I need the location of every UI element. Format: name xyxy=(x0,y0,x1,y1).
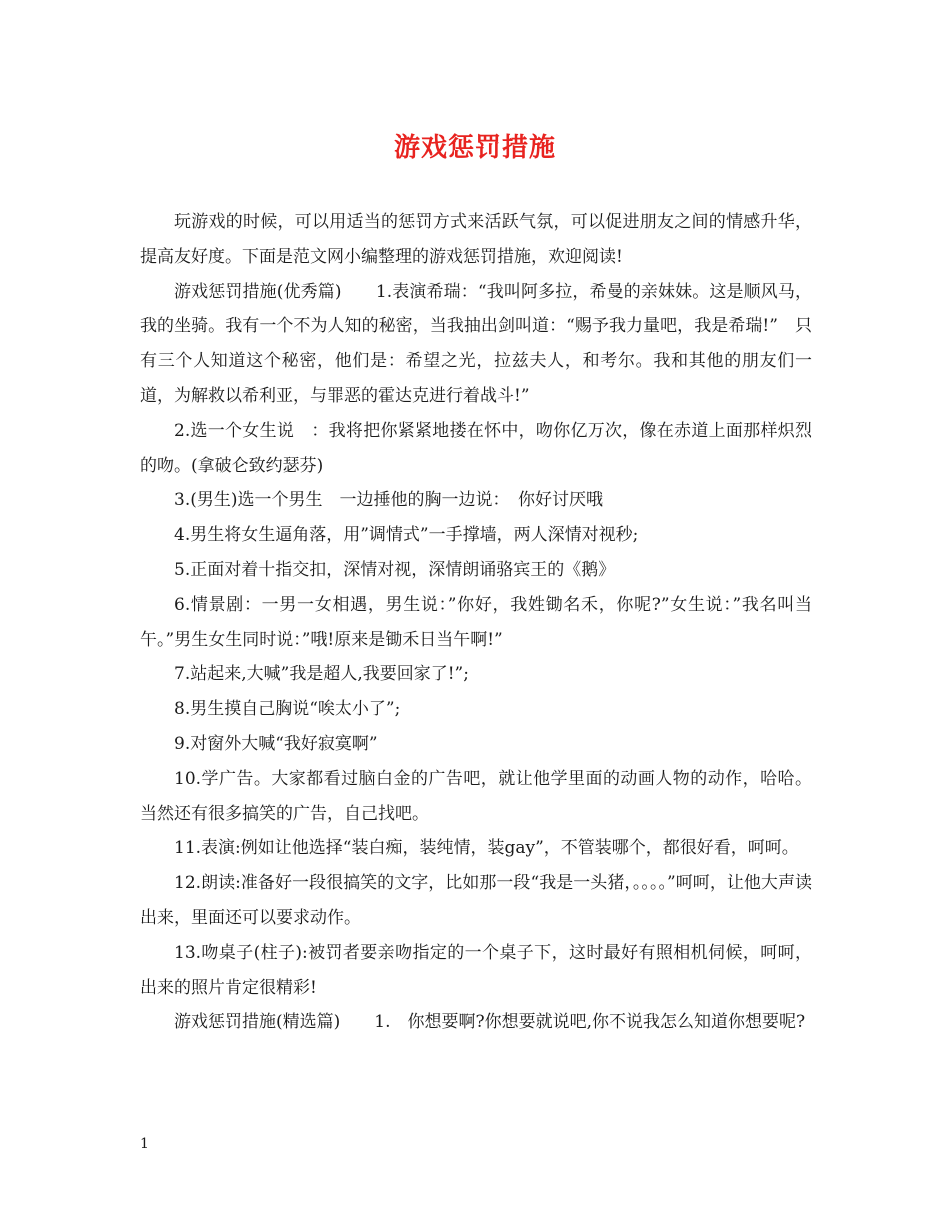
paragraph-item-2: 2.选一个女生说 ：我将把你紧紧地搂在怀中，吻你亿万次，像在赤道上面那样炽烈的吻。(拿破仑致约瑟芬) xyxy=(140,420,812,476)
paragraph-item-11: 11.表演:例如让他选择“装白痴，装纯情，装gay”，不管装哪个，都很好看，呵呵。 xyxy=(174,838,799,859)
paragraph-item-13: 13.吻桌子(柱子):被罚者要亲吻指定的一个桌子下，这时最好有照相机伺候，呵呵，出来的照片肯定很精彩! xyxy=(140,942,812,998)
paragraph-item-5: 5.正面对着十指交扣，深情对视，深情朗诵骆宾王的《鹅》 xyxy=(174,559,616,580)
paragraph-item-12: 12.朗读:准备好一段很搞笑的文字，比如那一段“我是一头猪，。。。。”呵呵，让他大声读出来，里面还可以要求动作。 xyxy=(140,873,812,928)
paragraph-item-6: 6.情景剧：一男一女相遇，男生说：”你好，我姓锄名禾，你呢?”女生说：”我名叫当午。”男生女生同时说：”哦!原来是锄禾日当午啊!” xyxy=(140,594,812,650)
paragraph-item-3: 3.(男生)选一个男生 一边捶他的胸一边说： 你好讨厌哦 xyxy=(174,490,603,511)
page-number: 1 xyxy=(140,1136,149,1152)
paragraph-intro: 玩游戏的时候，可以用适当的惩罚方式来活跃气氛，可以促进朋友之间的情感升华，提高友好度。下面是范文网小编整理的游戏惩罚措施，欢迎阅读! xyxy=(140,212,812,267)
document-title: 游戏惩罚措施 xyxy=(393,133,556,163)
paragraph-item-7: 7.站起来,大喊”我是超人,我要回家了!”; xyxy=(174,664,469,685)
paragraph-item-10: 10.学广告。大家都看过脑白金的广告吧，就让他学里面的动画人物的动作，哈哈。当然还有很多搞笑的广告，自己找吧。 xyxy=(140,768,812,824)
paragraph-item-9: 9.对窗外大喊“我好寂寞啊” xyxy=(174,733,378,754)
document-body xyxy=(140,205,812,1040)
paragraph-excellent-section: 游戏惩罚措施(优秀篇) 1.表演希瑞：“我叫阿多拉，希曼的亲妹妹。这是顺风马，我的坐骑。我有一个不为人知的秘密，当我抽出剑叫道：“赐予我力量吧，我是希瑞!” 只有三个人知道这个秘密，他们是：希望之光，拉兹夫人，和考尔。我和其他的朋友们一道，为解救以希利亚，与罪恶的霍达克进行着战斗!” xyxy=(140,281,812,406)
paragraph-item-8: 8.男生摸自己胸说“唉太小了”; xyxy=(174,699,401,720)
paragraph-selected-section: 游戏惩罚措施(精选篇) 1. 你想要啊?你想要就说吧,你不说我怎么知道你想要呢? xyxy=(174,1012,806,1033)
paragraph-item-4: 4.男生将女生逼角落，用”调情式”一手撑墙，两人深情对视秒; xyxy=(174,525,639,546)
